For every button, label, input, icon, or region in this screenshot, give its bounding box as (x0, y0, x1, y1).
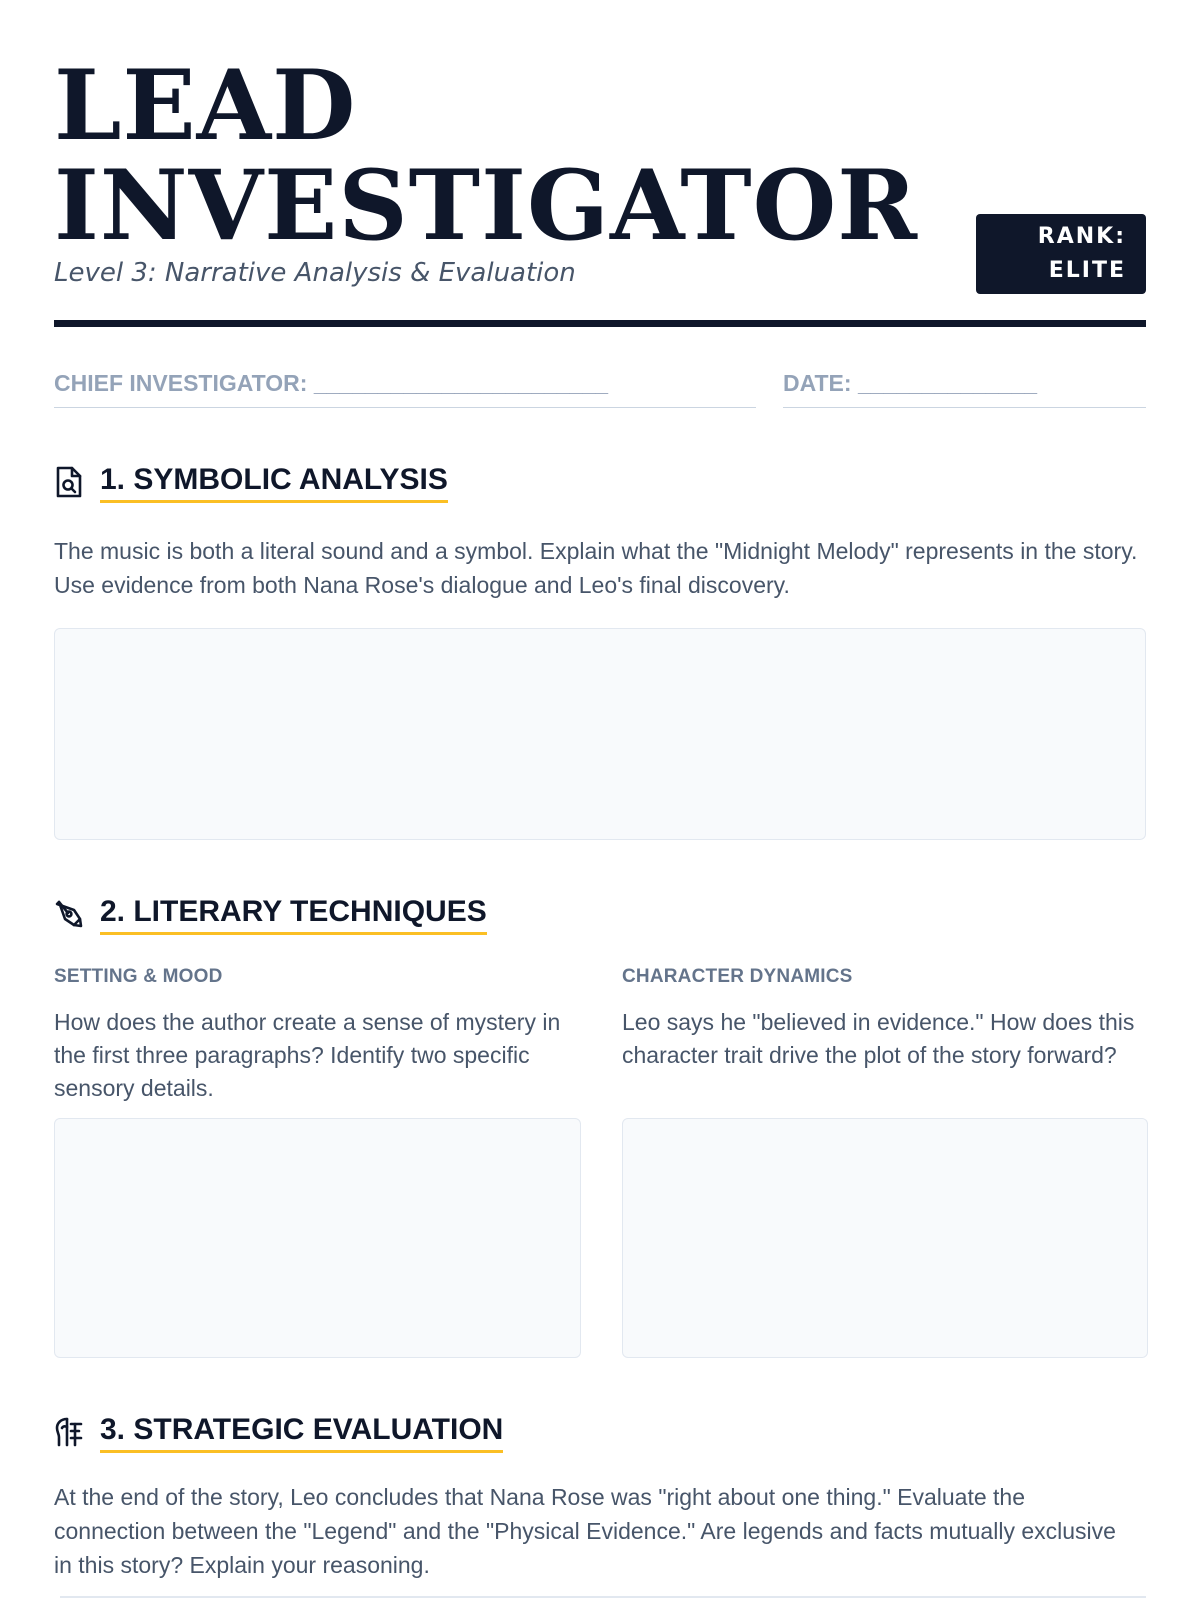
symbolic-analysis-prompt: The music is both a literal sound and a symbol. Explain what the "Midnight Melody" represents in the story. Use evidence from both Nana Rose's dialogue and Leo's final discovery. (54, 538, 1138, 598)
strategic-evaluation-answer-box-top[interactable] (60, 1596, 1146, 1598)
pen-nib-icon (54, 896, 84, 932)
section-symbolic-analysis-header (54, 462, 448, 502)
chief-investigator-field[interactable]: CHIEF INVESTIGATOR: _______________________ (54, 370, 756, 408)
section-strategic-evaluation-header (54, 1412, 503, 1452)
date-field[interactable]: DATE: ______________ (783, 370, 1146, 408)
setting-mood-answer-box[interactable] (54, 1118, 581, 1358)
section-title-symbolic-analysis: 1. SYMBOLIC ANALYSIS (100, 462, 448, 503)
setting-mood-label: SETTING & MOOD (54, 966, 223, 987)
header-divider (54, 320, 1146, 327)
section-title-strategic-evaluation: 3. STRATEGIC EVALUATION (100, 1412, 503, 1453)
page-subtitle: Level 3: Narrative Analysis & Evaluation (54, 258, 576, 288)
setting-mood-prompt: How does the author create a sense of mystery in the first three paragraphs? Identify two specific sensory details. (54, 1009, 561, 1101)
symbolic-analysis-answer-box[interactable] (54, 628, 1146, 840)
rank-badge: RANK: ELITE (976, 214, 1146, 294)
worksheet-page (54, 0, 1146, 1600)
brain-icon (54, 1414, 84, 1450)
section-title-literary-techniques: 2. LITERARY TECHNIQUES (100, 894, 487, 935)
character-dynamics-answer-box[interactable] (622, 1118, 1148, 1358)
page-title: LEAD INVESTIGATOR (54, 49, 919, 262)
character-dynamics-label: CHARACTER DYNAMICS (622, 966, 853, 987)
strategic-evaluation-prompt: At the end of the story, Leo concludes that Nana Rose was "right about one thing." Evaluate the connection between the "Legend" and the "Physical Evidence." Are legends and facts mutually exclusive in this story? Explain your reasoning. (54, 1484, 1116, 1578)
character-dynamics-prompt: Leo says he "believed in evidence." How does this character trait drive the plot of the story forward? (622, 1009, 1135, 1068)
document-search-icon (54, 464, 84, 500)
section-literary-techniques-header (54, 894, 487, 934)
